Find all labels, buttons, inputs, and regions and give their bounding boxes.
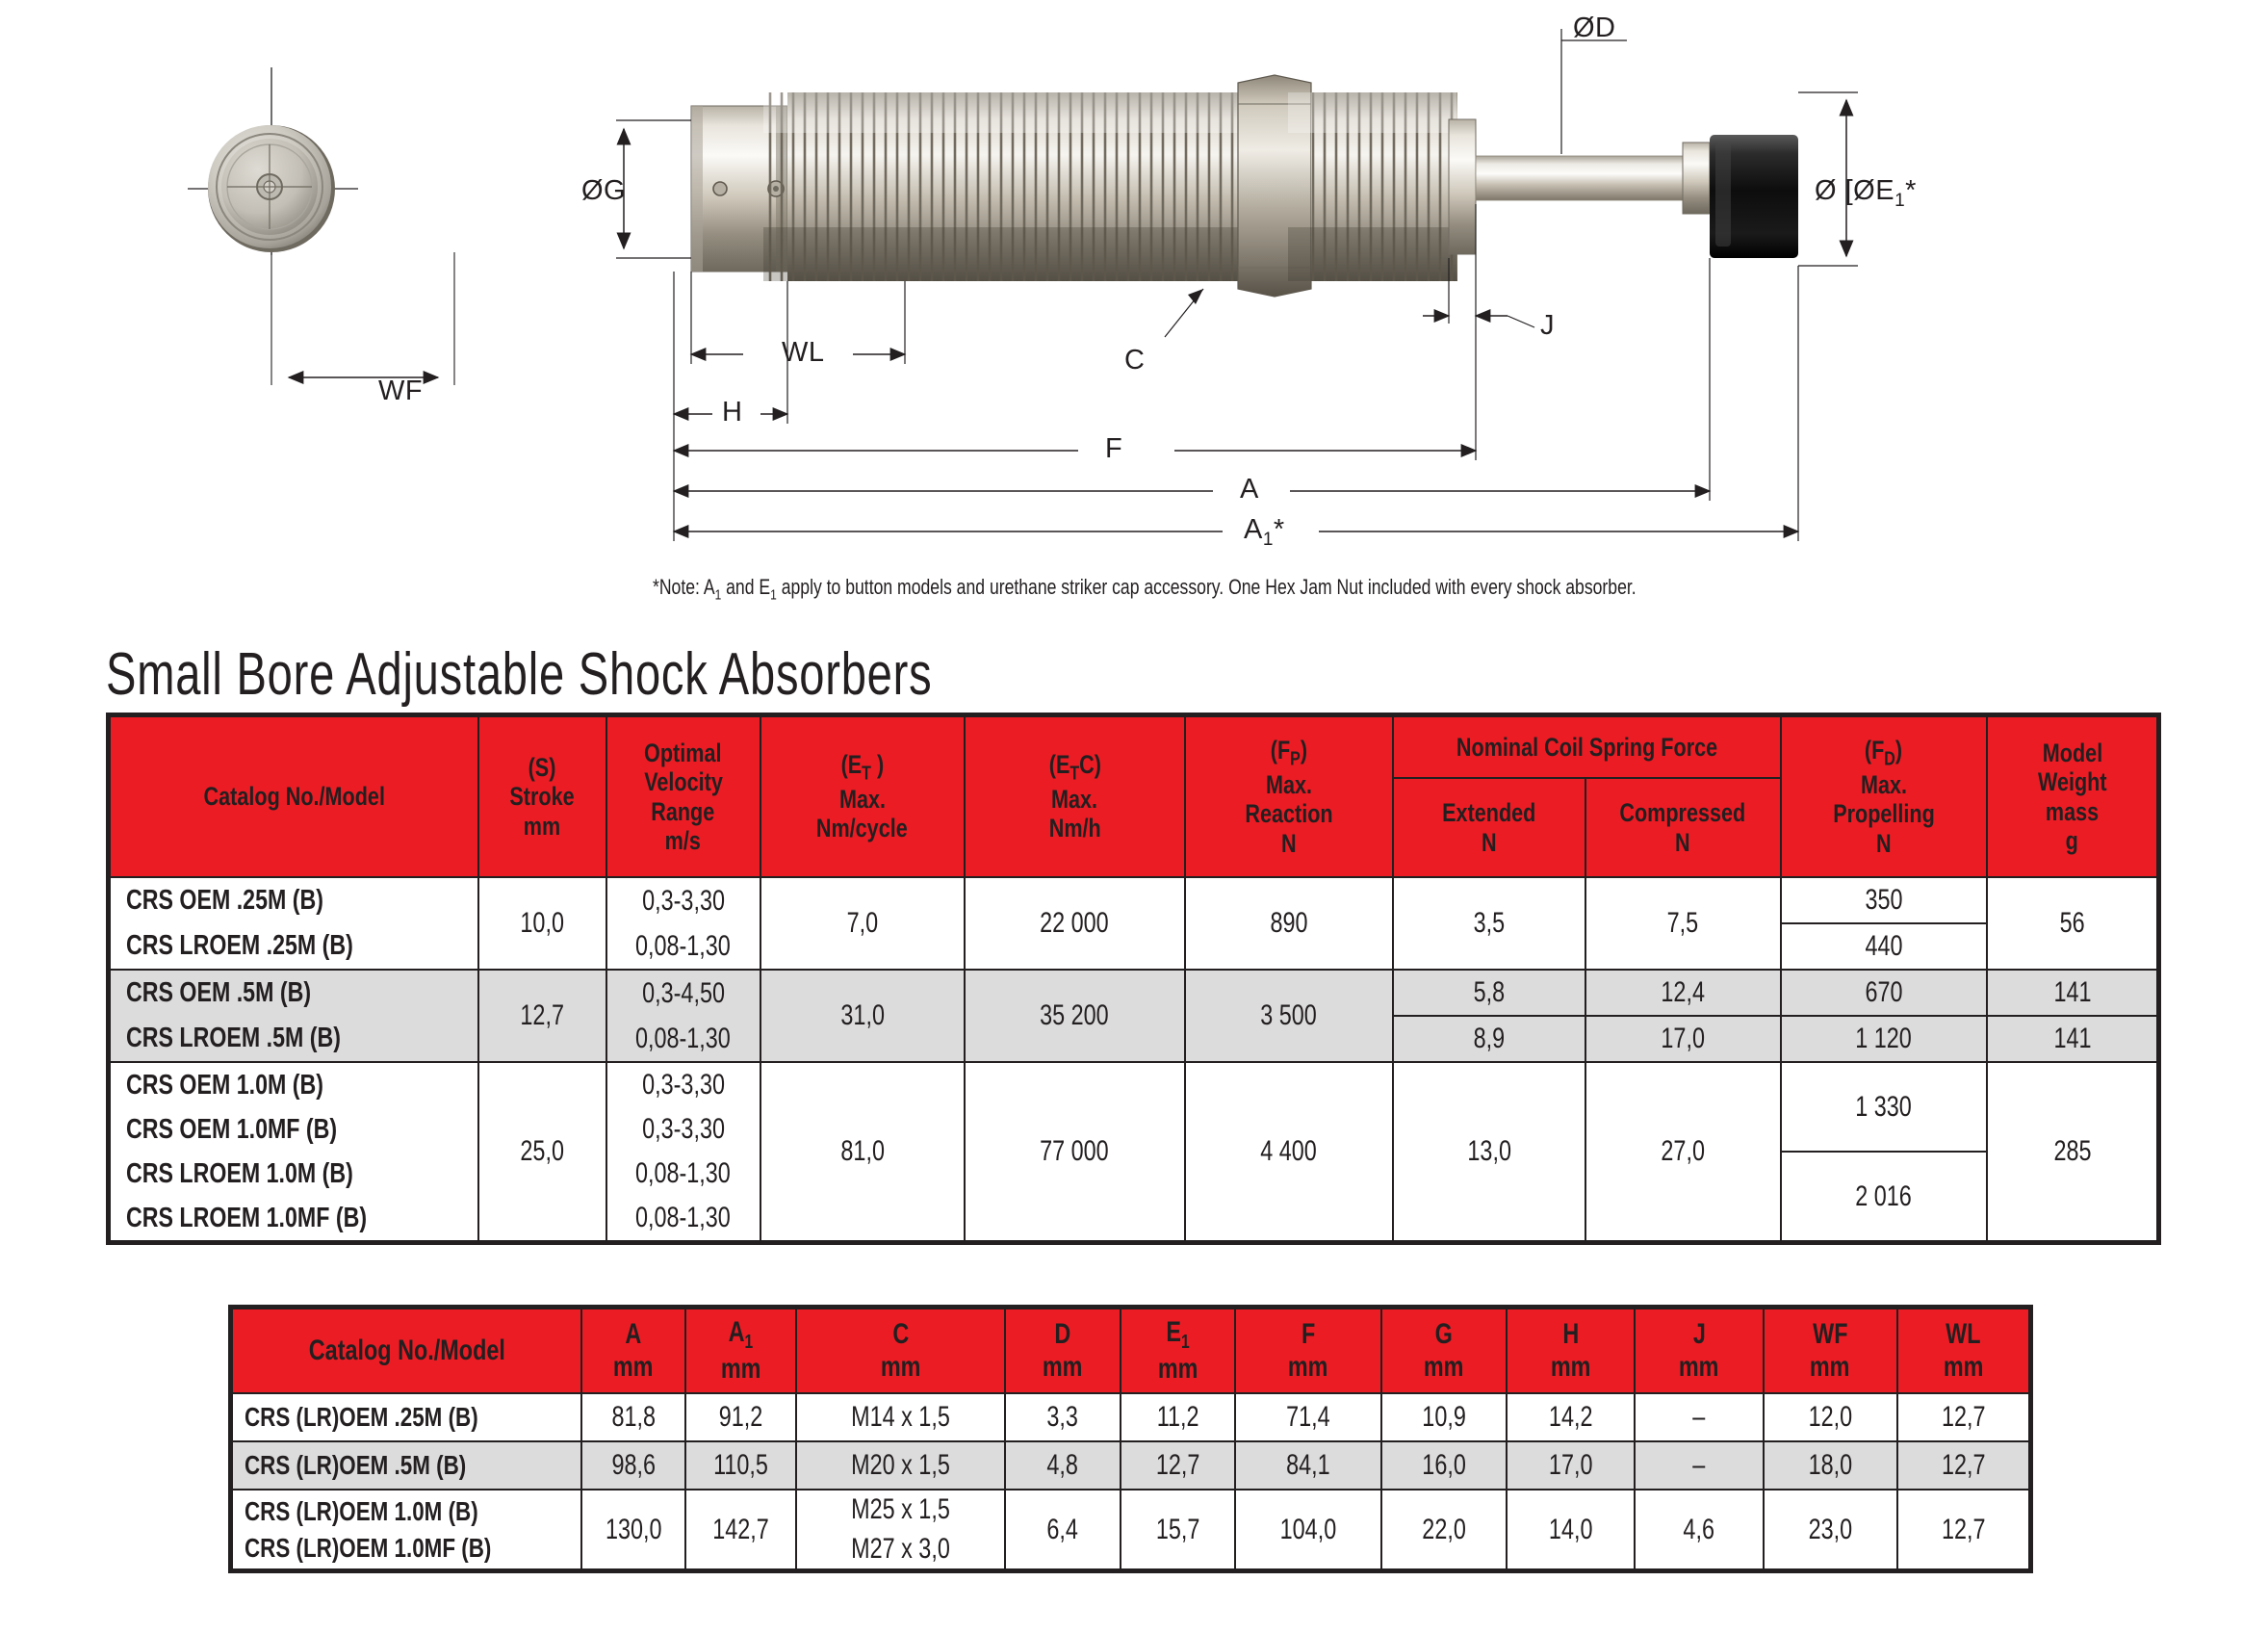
table-row[interactable] xyxy=(109,877,2159,923)
cell-velocity-range: 0,08-1,30 xyxy=(606,1016,760,1062)
cell-weight: 56 xyxy=(1987,877,2158,970)
cell-velocity-range: 0,3-3,30 xyxy=(606,877,760,923)
th2-wf: WF mm xyxy=(1764,1308,1897,1394)
th2-j: J mm xyxy=(1635,1308,1763,1394)
cell-dim-a: 81,8 xyxy=(581,1393,685,1441)
cell-dim-a1: 91,2 xyxy=(685,1393,796,1441)
th-et: ($E_T$ ) Max. Nm/cycle xyxy=(760,715,965,878)
cell-weight: 141 xyxy=(1987,970,2158,1016)
cell-spring-extended: 8,9 xyxy=(1393,1016,1585,1062)
dim-label-phi-g: ØG xyxy=(581,175,627,206)
cell-dim-f: 104,0 xyxy=(1235,1490,1381,1571)
cell-fp: 4 400 xyxy=(1185,1062,1393,1243)
cell-spring-compressed: 7,5 xyxy=(1585,877,1781,970)
cell-model[interactable]: CRS OEM .5M (B) xyxy=(109,970,479,1016)
cell-dim-d: 3,3 xyxy=(1005,1393,1120,1441)
table1-header-row-1 xyxy=(109,715,2159,779)
cell-propelling: 1 330 xyxy=(1781,1062,1987,1152)
th2-h: H mm xyxy=(1507,1308,1635,1394)
cell-model[interactable]: CRS LROEM 1.0MF (B) xyxy=(109,1196,479,1243)
side-view xyxy=(691,75,1798,297)
th-stroke: (S) Stroke mm xyxy=(478,715,606,878)
th2-catalog: Catalog No./Model xyxy=(231,1308,581,1394)
cell-model[interactable]: CRS OEM .25M (B) xyxy=(109,877,479,923)
cell-model[interactable]: CRS LROEM 1.0M (B) xyxy=(109,1152,479,1196)
cell-propelling: 1 120 xyxy=(1781,1016,1987,1062)
cell-dim-c: M20 x 1,5 xyxy=(796,1441,1005,1490)
cell-model[interactable]: CRS LROEM .25M (B) xyxy=(109,923,479,970)
cell-dim-d: 4,8 xyxy=(1005,1441,1120,1490)
cell-weight: 141 xyxy=(1987,1016,2158,1062)
table-row[interactable] xyxy=(231,1393,2031,1441)
cell-stroke: 12,7 xyxy=(478,970,606,1062)
dim-label-c: C xyxy=(1124,345,1146,376)
cell-model[interactable]: CRS LROEM .5M (B) xyxy=(109,1016,479,1062)
a1-text: A xyxy=(1244,514,1263,545)
cell-et: 81,0 xyxy=(760,1062,965,1243)
cell-etc: 22 000 xyxy=(965,877,1185,970)
th2-a: A mm xyxy=(581,1308,685,1394)
cell-stroke: 10,0 xyxy=(478,877,606,970)
cell-dim-e1: 15,7 xyxy=(1121,1490,1235,1571)
th2-g: G mm xyxy=(1381,1308,1507,1394)
cell-dim-c: M25 x 1,5 M27 x 3,0 xyxy=(796,1490,1005,1571)
cell-dim-wf: 23,0 xyxy=(1764,1490,1897,1571)
th-fp: $(F_P)$ Max. Reaction N xyxy=(1185,715,1393,878)
th-velocity-range: Optimal Velocity Range m/s xyxy=(606,715,760,878)
page-title: Small Bore Adjustable Shock Absorbers xyxy=(106,641,933,708)
cell-dim-a: 130,0 xyxy=(581,1490,685,1571)
cell-dim-a: 98,6 xyxy=(581,1441,685,1490)
cell-dim-j: – xyxy=(1635,1393,1763,1441)
cell-etc: 77 000 xyxy=(965,1062,1185,1243)
cell-dim-wl: 12,7 xyxy=(1897,1441,2031,1490)
cell-stroke: 25,0 xyxy=(478,1062,606,1243)
cell-et: 31,0 xyxy=(760,970,965,1062)
phi-e1-text: Ø [ØE xyxy=(1815,175,1895,206)
dim-label-a: A xyxy=(1240,474,1259,505)
cell-dim-e1: 11,2 xyxy=(1121,1393,1235,1441)
cell-propelling: 670 xyxy=(1781,970,1987,1016)
th-etc: $(E_TC)$ Max. Nm/h xyxy=(965,715,1185,878)
cell-dim-j: – xyxy=(1635,1441,1763,1490)
cell-velocity-range: 0,3-4,50 xyxy=(606,970,760,1016)
technical-drawing xyxy=(0,0,2268,616)
table2-header-row xyxy=(231,1308,2031,1394)
th2-c: C mm xyxy=(796,1308,1005,1394)
a1-tail: * xyxy=(1273,514,1285,545)
cell-dim-e1: 12,7 xyxy=(1121,1441,1235,1490)
cell-dim-a1: 110,5 xyxy=(685,1441,796,1490)
th2-wl: WL mm xyxy=(1897,1308,2031,1394)
cell-dim-g: 22,0 xyxy=(1381,1490,1507,1571)
cell-propelling: 2 016 xyxy=(1781,1152,1987,1243)
cell-dim-wf: 18,0 xyxy=(1764,1441,1897,1490)
dim-label-h: H xyxy=(722,397,743,428)
cell-spring-extended: 5,8 xyxy=(1393,970,1585,1016)
cell-dim-wf: 12,0 xyxy=(1764,1393,1897,1441)
cell-dim-h: 17,0 xyxy=(1507,1441,1635,1490)
th-compressed: Compressed N xyxy=(1585,778,1781,877)
cell-velocity-range: 0,08-1,30 xyxy=(606,1152,760,1196)
cell-dim-a1: 142,7 xyxy=(685,1490,796,1571)
cell-dim-j: 4,6 xyxy=(1635,1490,1763,1571)
cell-et: 7,0 xyxy=(760,877,965,970)
note-sub-1: 1 xyxy=(714,586,722,604)
cell-spring-extended: 3,5 xyxy=(1393,877,1585,970)
dim-label-wf: WF xyxy=(378,376,424,406)
cell-velocity-range: 0,08-1,30 xyxy=(606,1196,760,1243)
dim-label-phi-d: ØD xyxy=(1573,13,1616,43)
note-mid: and E xyxy=(721,575,771,599)
th-fd: $(F_D)$ Max. Propelling N xyxy=(1781,715,1987,878)
cell-spring-compressed: 12,4 xyxy=(1585,970,1781,1016)
cell-dim-f: 71,4 xyxy=(1235,1393,1381,1441)
cell-model[interactable]: CRS OEM 1.0MF (B) xyxy=(109,1107,479,1152)
cell-model[interactable]: CRS (LR)OEM .5M (B) xyxy=(231,1441,581,1490)
th2-f: F mm xyxy=(1235,1308,1381,1394)
phi-e1-tail: * xyxy=(1905,175,1917,206)
cell-dim-wl: 12,7 xyxy=(1897,1393,2031,1441)
cell-velocity-range: 0,3-3,30 xyxy=(606,1107,760,1152)
cell-dim-d: 6,4 xyxy=(1005,1490,1120,1571)
cell-model[interactable]: CRS (LR)OEM 1.0M (B) CRS (LR)OEM 1.0MF (B) xyxy=(231,1490,581,1571)
cell-propelling: 440 xyxy=(1781,923,1987,970)
note-sub-2: 1 xyxy=(770,586,777,604)
cell-weight: 285 xyxy=(1987,1062,2158,1243)
phi-e1-sub: 1 xyxy=(1894,190,1906,211)
cell-spring-compressed: 27,0 xyxy=(1585,1062,1781,1243)
specifications-table xyxy=(106,713,2161,1245)
cell-model[interactable]: CRS (LR)OEM .25M (B) xyxy=(231,1393,581,1441)
cell-velocity-range: 0,08-1,30 xyxy=(606,923,760,970)
a1-sub: 1 xyxy=(1262,529,1274,550)
cell-dim-h: 14,0 xyxy=(1507,1490,1635,1571)
cell-fp: 890 xyxy=(1185,877,1393,970)
cell-model[interactable]: CRS OEM 1.0M (B) xyxy=(109,1062,479,1107)
cell-spring-extended: 13,0 xyxy=(1393,1062,1585,1243)
dim-label-j: J xyxy=(1540,310,1555,341)
note-post: apply to button models and urethane striker cap accessory. One Hex Jam Nut included with every shock absorber. xyxy=(776,575,1637,599)
cell-dim-g: 10,9 xyxy=(1381,1393,1507,1441)
th2-a1: $A_1$ mm xyxy=(685,1308,796,1394)
cell-dim-wl: 12,7 xyxy=(1897,1490,2031,1571)
th2-e1: $E_1$ mm xyxy=(1121,1308,1235,1394)
cell-dim-h: 14,2 xyxy=(1507,1393,1635,1441)
dim-label-a1 xyxy=(1244,514,1285,551)
dim-label-phi-e1 xyxy=(1815,175,1917,212)
dimensions-table xyxy=(228,1305,2033,1573)
th-model-weight: Model Weight mass g xyxy=(1987,715,2158,878)
th-extended: Extended N xyxy=(1393,778,1585,877)
cell-spring-compressed: 17,0 xyxy=(1585,1016,1781,1062)
cell-fp: 3 500 xyxy=(1185,970,1393,1062)
cell-propelling: 350 xyxy=(1781,877,1987,923)
th2-d: D mm xyxy=(1005,1308,1120,1394)
cell-dim-c: M14 x 1,5 xyxy=(796,1393,1005,1441)
dim-label-wl: WL xyxy=(782,337,825,368)
cell-dim-f: 84,1 xyxy=(1235,1441,1381,1490)
table-row[interactable] xyxy=(109,1062,2159,1107)
table-row[interactable] xyxy=(231,1441,2031,1490)
cell-velocity-range: 0,3-3,30 xyxy=(606,1062,760,1107)
cell-dim-g: 16,0 xyxy=(1381,1441,1507,1490)
dim-label-f: F xyxy=(1105,433,1123,464)
footnote-note xyxy=(653,575,1637,603)
th-coil-spring-force-group: Nominal Coil Spring Force xyxy=(1393,715,1781,779)
note-pre: *Note: A xyxy=(653,575,715,599)
table-row[interactable] xyxy=(109,970,2159,1016)
table-row[interactable] xyxy=(231,1490,2031,1571)
th-catalog: Catalog No./Model xyxy=(109,715,479,878)
end-view xyxy=(188,67,454,385)
cell-etc: 35 200 xyxy=(965,970,1185,1062)
